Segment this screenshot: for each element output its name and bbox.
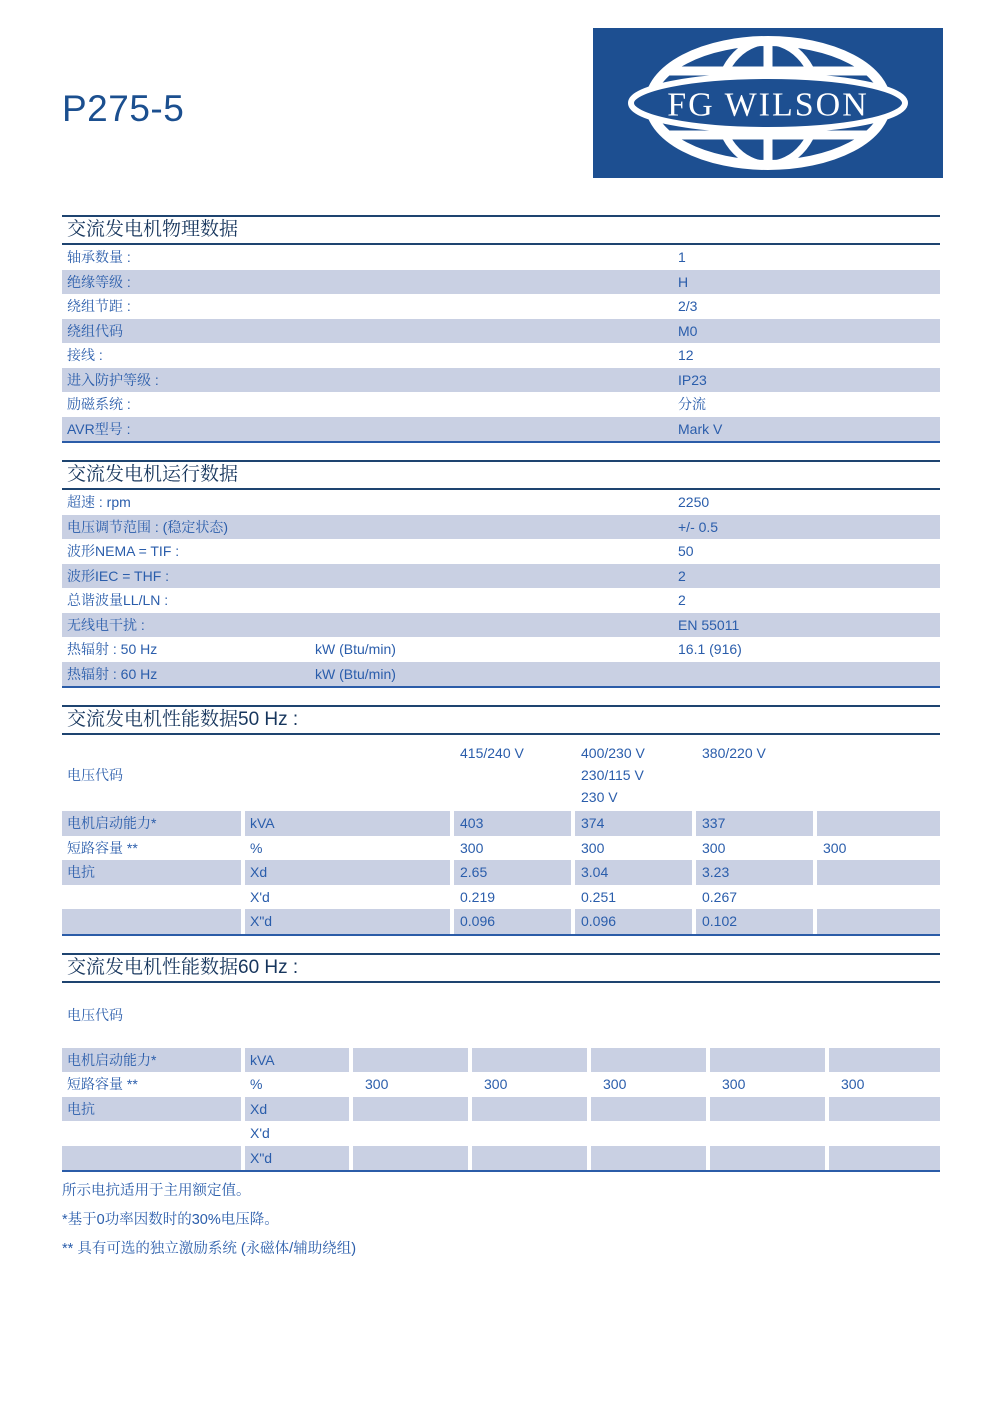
- cell-value: 0.096: [454, 909, 571, 934]
- row-unit: [315, 588, 678, 613]
- cell-value: [817, 811, 940, 836]
- row-unit: Xd: [245, 860, 450, 885]
- table-row: [62, 368, 940, 393]
- cell-value: 300: [702, 839, 726, 856]
- row-label: 短路容量 **: [67, 839, 138, 856]
- cell-value: [829, 1146, 940, 1171]
- row-label: 电机启动能力*: [62, 811, 241, 836]
- cell-value: 300: [484, 1076, 508, 1092]
- cell-value: [472, 1097, 587, 1122]
- section-gap: [62, 443, 940, 460]
- table-row: [62, 662, 940, 687]
- cell-value: [353, 1048, 468, 1073]
- cell-value: [829, 1121, 940, 1146]
- voltage-column-3: [696, 742, 813, 808]
- row-unit: [315, 490, 678, 515]
- fg-wilson-logo: [593, 28, 943, 178]
- row-unit: X'd: [250, 888, 270, 905]
- row-unit: X"d: [245, 909, 450, 934]
- table-row: [62, 564, 940, 589]
- table-row: [62, 885, 940, 910]
- table-row: [62, 1146, 940, 1171]
- row-label: 电压调节范围 : (稳定状态): [67, 518, 228, 535]
- cell-value: [591, 1048, 706, 1073]
- cell-value: 0.219: [460, 888, 496, 905]
- row-value: 2: [678, 567, 686, 584]
- physical-data-table: [62, 245, 940, 443]
- row-unit: kVA: [245, 1048, 349, 1073]
- row-label: 进入防护等级 :: [67, 371, 159, 388]
- cell-value: [710, 1121, 825, 1146]
- cell-value: [817, 885, 940, 910]
- row-unit: [315, 392, 678, 417]
- table-row: [62, 588, 940, 613]
- table-row: [62, 613, 940, 638]
- row-unit: [315, 539, 678, 564]
- voltage-option: 230 V: [581, 789, 618, 805]
- cell-value: 300: [841, 1076, 865, 1092]
- row-value: 2/3: [678, 298, 698, 314]
- row-value: 2: [678, 592, 686, 608]
- row-label: 波形NEMA = TIF :: [67, 543, 180, 559]
- row-value: 50: [678, 543, 694, 559]
- row-label: 绕组代码: [67, 322, 123, 339]
- cell-value: 300: [460, 839, 484, 856]
- cell-value: [591, 1097, 706, 1122]
- row-label: 无线电干扰 :: [67, 616, 145, 633]
- cell-value: [591, 1121, 706, 1146]
- cell-value: [710, 1146, 825, 1171]
- globe-logo-icon: [593, 28, 943, 178]
- row-label: 波形IEC = THF :: [67, 567, 170, 584]
- table-row: [62, 319, 940, 344]
- row-label: 热辐射 : 50 Hz: [67, 641, 158, 657]
- cell-value: [353, 1146, 468, 1171]
- row-label: 热辐射 : 60 Hz: [67, 665, 158, 682]
- row-unit: kW (Btu/min): [315, 641, 396, 657]
- row-unit: [315, 564, 678, 589]
- row-label: [62, 1121, 241, 1146]
- row-label: 短路容量 **: [67, 1076, 138, 1092]
- row-value: M0: [678, 322, 698, 339]
- row-label: AVR型号 :: [67, 420, 131, 437]
- table-row: [62, 343, 940, 368]
- section-title-performance-60hz: 交流发电机性能数据60 Hz :: [62, 953, 940, 983]
- cell-value: [817, 909, 940, 934]
- row-label: [62, 909, 241, 934]
- table-row: [62, 270, 940, 295]
- row-label: 总谐波量LL/LN :: [67, 592, 169, 608]
- content-column: [62, 215, 940, 1172]
- row-unit: [315, 613, 678, 638]
- cell-value: 403: [454, 811, 571, 836]
- cell-value: 300: [365, 1076, 389, 1092]
- voltage-code-block: [62, 735, 940, 811]
- cell-value: 337: [696, 811, 813, 836]
- cell-value: [353, 1121, 468, 1146]
- row-value: H: [678, 273, 689, 290]
- cell-value: 300: [603, 1076, 627, 1092]
- voltage-code-label: 电压代码: [67, 767, 123, 783]
- cell-value: [353, 1097, 468, 1122]
- row-unit: [315, 515, 678, 540]
- row-label: [62, 1146, 241, 1171]
- row-value: IP23: [678, 371, 707, 388]
- section-gap: [62, 688, 940, 705]
- row-unit: [315, 319, 678, 344]
- row-unit: [315, 270, 678, 295]
- voltage-column-1: [454, 742, 571, 808]
- table-row: [62, 1097, 940, 1122]
- row-label: 电抗: [62, 1097, 241, 1122]
- cell-value: [472, 1048, 587, 1073]
- performance-60hz-table: [62, 983, 940, 1173]
- table-row: [62, 909, 940, 934]
- table-row: [62, 245, 940, 270]
- row-value: 16.1 (916): [678, 641, 742, 657]
- cell-value: 300: [823, 839, 847, 856]
- row-unit: Xd: [245, 1097, 349, 1122]
- row-label: 超速 : rpm: [67, 494, 131, 510]
- row-unit: %: [250, 839, 263, 856]
- table-row: [62, 294, 940, 319]
- row-label: 励磁系统 :: [67, 396, 131, 412]
- cell-value: [591, 1146, 706, 1171]
- voltage-code-label: 电压代码: [67, 1007, 123, 1023]
- cell-value: 374: [575, 811, 692, 836]
- cell-value: 3.04: [575, 860, 692, 885]
- cell-value: 300: [581, 839, 605, 856]
- table-row: [62, 836, 940, 861]
- table-row: [62, 637, 940, 662]
- row-value: Mark V: [678, 420, 723, 437]
- table-row: [62, 392, 940, 417]
- cell-value: [472, 1146, 587, 1171]
- cell-value: [829, 1048, 940, 1073]
- row-unit: %: [250, 1076, 263, 1092]
- logo-text: FG WILSON: [667, 86, 869, 124]
- operating-data-table: [62, 490, 940, 688]
- table-row: [62, 539, 940, 564]
- performance-50hz-table: [62, 735, 940, 936]
- row-unit: [315, 343, 678, 368]
- cell-value: [829, 1097, 940, 1122]
- footnotes: [62, 1177, 1000, 1264]
- voltage-option: 400/230 V: [581, 745, 645, 761]
- row-label: 绕组节距 :: [67, 298, 131, 314]
- row-value: +/- 0.5: [678, 518, 719, 535]
- cell-value: 0.251: [581, 888, 617, 905]
- cell-value: 2.65: [454, 860, 571, 885]
- voltage-option: 230/115 V: [581, 767, 644, 783]
- row-unit: [315, 417, 678, 442]
- table-row: [62, 1048, 940, 1073]
- row-unit: X"d: [245, 1146, 349, 1171]
- voltage-option: 415/240 V: [460, 745, 524, 761]
- cell-value: 0.102: [696, 909, 813, 934]
- voltage-column-2: [575, 742, 692, 808]
- row-label: 电机启动能力*: [62, 1048, 241, 1073]
- footnote-line: *基于0功率因数时的30%电压降。: [62, 1212, 279, 1228]
- row-unit: kVA: [245, 811, 450, 836]
- cell-value: 0.096: [575, 909, 692, 934]
- table-row: [62, 515, 940, 540]
- page-header: [0, 0, 1000, 215]
- row-label: 接线 :: [67, 347, 103, 363]
- row-unit: X'd: [250, 1125, 270, 1141]
- cell-value: [710, 1097, 825, 1122]
- row-value: [678, 662, 940, 687]
- row-label: 绝缘等级 :: [67, 273, 131, 290]
- section-title-operating-data: 交流发电机运行数据: [62, 460, 940, 490]
- table-row: [62, 417, 940, 442]
- row-value: 分流: [678, 396, 706, 412]
- row-unit: [315, 368, 678, 393]
- row-label: 电抗: [62, 860, 241, 885]
- footnote-line: ** 具有可选的独立激励系统 (永磁体/辅助绕组): [62, 1241, 357, 1257]
- voltage-option: 380/220 V: [702, 745, 766, 761]
- table-row: [62, 811, 940, 836]
- voltage-code-row: [62, 983, 940, 1048]
- table-row: [62, 860, 940, 885]
- row-label: 轴承数量 :: [67, 249, 131, 265]
- table-row: [62, 1121, 940, 1146]
- row-label: [62, 885, 241, 910]
- cell-value: [472, 1121, 587, 1146]
- section-title-performance-50hz: 交流发电机性能数据50 Hz :: [62, 705, 940, 735]
- page-title: P275-5: [62, 88, 185, 129]
- footnote-line: 所示电抗适用于主用额定值。: [62, 1183, 251, 1199]
- section-title-physical-data: 交流发电机物理数据: [62, 215, 940, 245]
- cell-value: 3.23: [696, 860, 813, 885]
- cell-value: 0.267: [702, 888, 738, 905]
- section-gap: [62, 936, 940, 953]
- table-row: [62, 490, 940, 515]
- row-value: 2250: [678, 494, 710, 510]
- cell-value: [710, 1048, 825, 1073]
- row-unit: [315, 294, 678, 319]
- cell-value: [817, 860, 940, 885]
- row-unit: [315, 245, 678, 270]
- cell-value: 300: [722, 1076, 746, 1092]
- table-row: [62, 1072, 940, 1097]
- row-value: 12: [678, 347, 694, 363]
- row-value: 1: [678, 249, 686, 265]
- row-value: EN 55011: [678, 616, 740, 633]
- row-unit: kW (Btu/min): [315, 665, 396, 682]
